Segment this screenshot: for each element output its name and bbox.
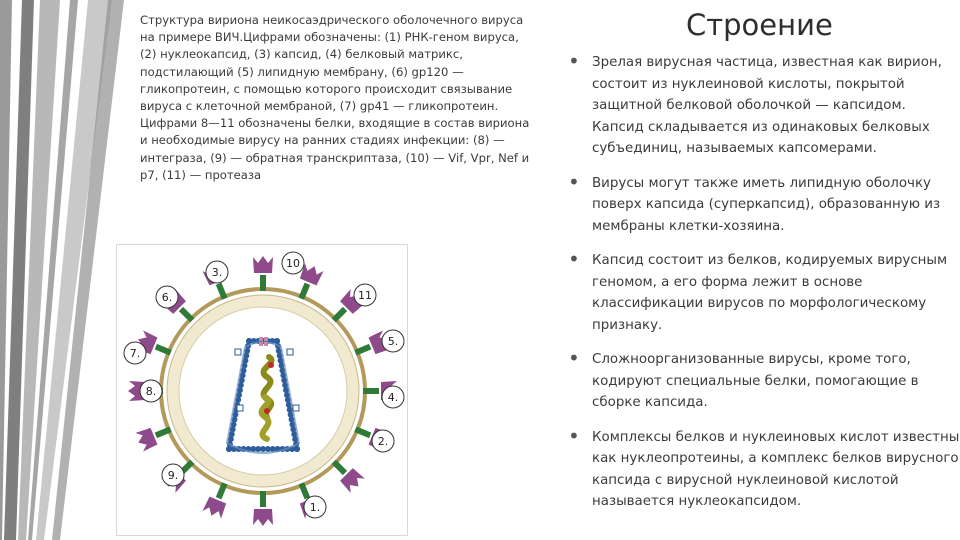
gp41-stem [260, 275, 266, 291]
gp120-head [202, 496, 227, 519]
gp41-stem [298, 283, 310, 300]
protein-square [287, 349, 293, 355]
gp41-stem [155, 426, 172, 438]
gp41-stem [332, 460, 348, 476]
bullet-item: • Вирусы могут также иметь липидную оболочку поверх капсида (суперкапсид), образованную из мембраны клетки-хозяина. [568, 173, 960, 238]
gp41-stem [354, 426, 371, 438]
gp41-stem [216, 283, 228, 300]
gp41-stem [354, 344, 371, 356]
diagram-label: 10 [286, 257, 300, 270]
capsid-subunit [246, 338, 252, 344]
glycoprotein-spike [253, 256, 273, 291]
diagram-label: 11 [358, 289, 372, 302]
diagram-label: 2. [377, 435, 389, 448]
diagram-label: 3. [211, 266, 223, 279]
glycoprotein-spike [253, 491, 273, 526]
diagram-label: 5. [387, 335, 399, 348]
protein-square [235, 349, 241, 355]
protein-square [293, 405, 299, 411]
gp41-stem [363, 388, 379, 394]
bullet-item: • Капсид состоит из белков, кодируемых вирусным геномом, а его форма лежит в основе классификации вирусов по морфологическому признаку. [568, 250, 960, 336]
gp41-stem [155, 344, 172, 356]
figure-caption: Структура вириона неикосаэдрического оболочечного вируса на примере ВИЧ.Цифрами обозначены: (1) РНК-геном вируса, (2) нуклеокапсид, (3) капсид, (4) белковый матрикс, подстилающий (5) липидную мембрану, (6) gp120 — гликопротеин, с помощью которого происходит связывание вируса с клеточной мембраной, (7) gp41 — гликопротеин. Цифрами 8—11 обозначены белки, входящие в состав вириона и необходимые вирусу на ранних стадиях инфекции: (8) — интеграза, (9) — обратная транскриптаза, (10) — Vif, Vpr, Nef и p7, (11) — протеаза [140, 13, 530, 182]
bullet-item: • Комплексы белков и нуклеиновых кислот известны как нуклеопротеины, а комплекс белков вирусного капсида с вирусной нуклеиновой кислотой называется нуклеокапсидом. [568, 427, 960, 513]
diagram-label: 1. [309, 501, 321, 514]
diagram-label: 4. [387, 391, 399, 404]
gp41-stem [332, 307, 348, 323]
slide-title: Строение [686, 8, 833, 42]
glycoprotein-spike [327, 455, 366, 494]
gp41-stem [298, 482, 310, 499]
decorative-stripes [0, 0, 130, 540]
gp41-stem [216, 482, 228, 499]
diagram-label: 6. [161, 291, 173, 304]
bullet-list [568, 52, 960, 526]
diagram-label: 8. [145, 385, 157, 398]
gp41-stem [260, 491, 266, 507]
gp120-head [253, 256, 273, 273]
integrase-dot [264, 408, 270, 414]
gp41-stem [179, 307, 195, 323]
bullet-item: • Сложноорганизованные вирусы, кроме того, кодируют специальные белки, помогающие в сборке капсида. [568, 349, 960, 414]
transcriptase-dot [268, 362, 274, 368]
gp120-head [253, 509, 273, 526]
bullet-item: • Зрелая вирусная частица, известная как вирион, состоит из нуклеиновой кислоты, покрытой защитной белковой оболочкой — капсидом. Капсид складывается из одинаковых белковых субъединиц, называемых капсомерами. [568, 52, 960, 160]
diagram-label: 9. [167, 469, 179, 482]
virion-illustration [117, 245, 409, 537]
diagram-label: 7. [129, 347, 141, 360]
virion-diagram [116, 244, 408, 536]
protein-square [237, 405, 243, 411]
gp120-head [134, 427, 157, 452]
